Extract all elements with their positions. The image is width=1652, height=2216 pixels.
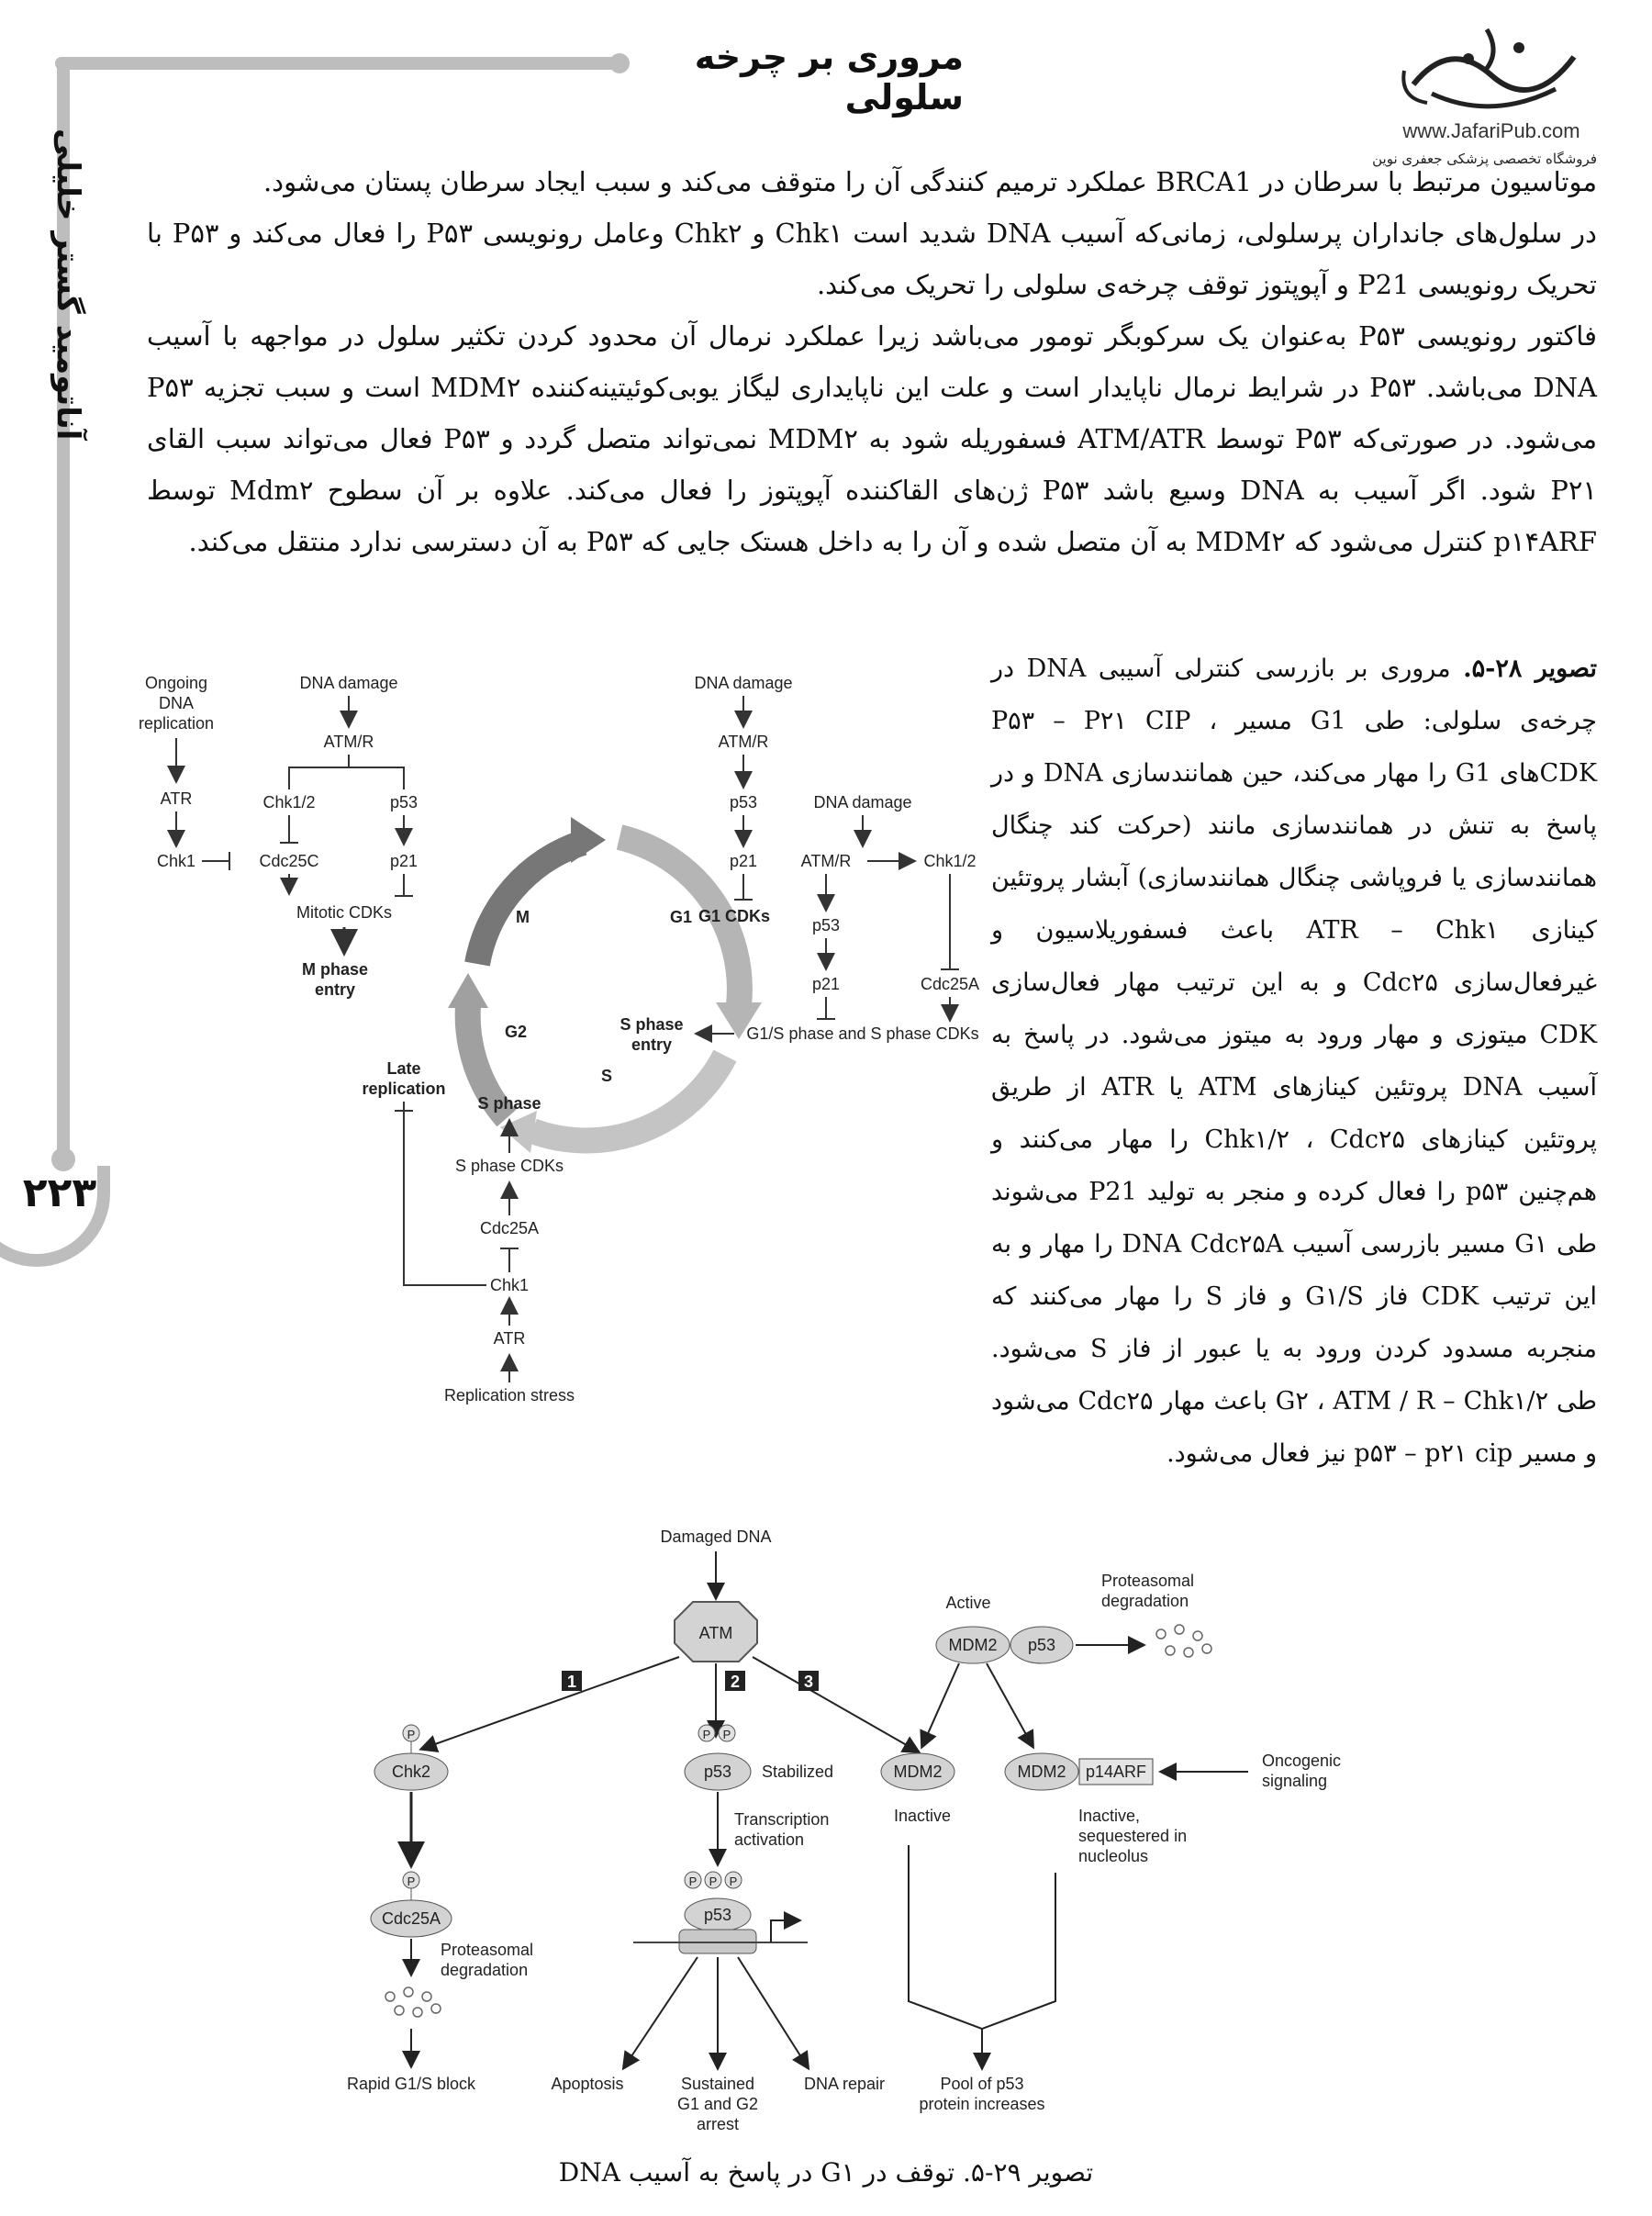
label-mdm2-seq: MDM2 (1017, 1763, 1066, 1781)
label-nucleolus: nucleolus (1078, 1847, 1149, 1865)
label-p53-active: p53 (1027, 1636, 1056, 1654)
label-s-phase-cdks: S phase CDKs (454, 1157, 564, 1175)
phospho-p53dna-b-label: P (709, 1875, 718, 1888)
phospho-p53-a-label: P (702, 1728, 711, 1741)
label-mitotic-cdks: Mitotic CDKs (296, 903, 393, 922)
figure-28-caption-text: مروری بر بازرسی کنترلی آسیبی DNA در چرخه‌ی سلولی: طی G1 مسیر P۵۳ – P۲۱ CIP ، CDKهای G1 را مهار می‌کند، حین همانندسازی DNA و در پاسخ به تنش در همانندسازی مانند (حرکت کند چنگال همانندسازی یا فروپاشی چنگال همانندسازی) آبشار پروتئین کینازی ATR – Chk۱ باعث فسفوریلاسیون و غیرفعال‌سازی Cdc۲۵ و به این ترتیب مهار فعال‌سازی CDK میتوزی و مهار ورود به میتوز می‌شود. در پاسخ به آسیب DNA پروتئین کینازهای ATM یا ATR از طریق پروتئین کینازهای Chk۱/۲ ، Cdc۲۵ را مهار می‌کنند و هم‌چنین p۵۳ را فعال کرده و منجر به تولید P21 می‌شوند طی G۱ مسیر بازرسی آسیب DNA Cdc۲۵A را مهار و به این ترتیب CDK فاز G۱/S و فاز S را مهار می‌کنند که منجربه مسدود کردن ورود به یا عبور از فاز S می‌شود. طی G۲ ، ATM / R – Chk۱/۲ باعث مهار Cdc۲۵ می‌شود و مسیر p۵۳ – p۲۱ cip نیز فعال می‌شود. (991, 655, 1598, 1468)
figure-29-caption: تصویر ۲۹-۵. توقف در G۱ در پاسخ به آسیب DNA (558, 2157, 1094, 2188)
arrow-apoptosis (624, 1957, 698, 2067)
phospho-cdc25a-label: P (407, 1875, 416, 1888)
label-signaling: signaling (1262, 1772, 1328, 1790)
figure-28-diagram (92, 643, 980, 1450)
label-cdc25a-1: Cdc25A (920, 975, 980, 993)
label-degradation-1: degradation (1101, 1592, 1189, 1610)
label-dna-damage-3: DNA damage (813, 793, 912, 811)
label-mdm2-inactive: MDM2 (893, 1763, 943, 1781)
label-s-phase-entry: S phase (620, 1015, 684, 1034)
label-sequestered: sequestered in (1078, 1827, 1188, 1845)
label-proteasomal-2: Proteasomal (441, 1941, 534, 1959)
label-p21-2: p21 (729, 852, 758, 870)
step-3-number: 3 (803, 1673, 814, 1691)
label-entry-2: entry (631, 1035, 673, 1054)
label-replication-stress: Replication stress (443, 1386, 575, 1405)
label-m-phase: M phase (301, 960, 369, 979)
label-chk12-2: Chk1/2 (923, 852, 977, 870)
label-replication: replication (138, 714, 215, 733)
label-dna: DNA (158, 694, 195, 712)
degradation-dots-2 (1156, 1625, 1211, 1657)
label-atr-1: ATR (160, 789, 193, 808)
label-chk1-1: Chk1 (156, 852, 196, 870)
step-1-number: 1 (566, 1673, 577, 1691)
label-pool: Pool of p53 (940, 2075, 1024, 2093)
publisher-logo (1377, 20, 1606, 158)
label-damaged-dna: Damaged DNA (660, 1528, 772, 1546)
label-cdc25c: Cdc25C (259, 852, 319, 870)
arrow-atm-mdm2 (753, 1657, 918, 1752)
label-g1-g2: G1 and G2 (676, 2095, 759, 2113)
chapter-title: مروری بر چرخه سلولی (694, 37, 964, 118)
label-g1s-cdks: G1/S phase and S phase CDKs (746, 1024, 979, 1043)
phospho-p53dna-c-label: P (729, 1875, 738, 1888)
branch-atm-1 (289, 755, 404, 789)
label-dna-repair: DNA repair (803, 2075, 886, 2093)
line-chk1-late (404, 1102, 486, 1285)
label-inactive: Inactive (893, 1807, 952, 1825)
label-atm-r-3: ATM/R (800, 852, 852, 870)
paragraph-1: موتاسیون مرتبط با سرطان در BRCA1 عملکرد ترمیم کنندگی آن را متوقف می‌کند و سبب ایجاد سرطان پستان می‌شود. (262, 166, 1597, 197)
arrow-active-sequestered (987, 1663, 1032, 1746)
transcription-start-arrow (771, 1920, 798, 1942)
label-s-phase: S phase (477, 1094, 541, 1113)
label-phase-m: M (516, 908, 530, 926)
body-text (147, 156, 1597, 567)
label-atm-r-1: ATM/R (323, 733, 374, 751)
label-atm-r-2: ATM/R (718, 733, 769, 751)
label-transcription: Transcription (734, 1810, 830, 1829)
label-sustained: Sustained (680, 2075, 755, 2093)
cycle-segment-m (477, 843, 583, 964)
label-p21-3: p21 (811, 975, 841, 993)
step-2-number: 2 (730, 1673, 741, 1691)
figure-29-diagram (275, 1505, 1487, 2148)
label-oncogenic: Oncogenic (1262, 1752, 1342, 1770)
phospho-p53-b-label: P (722, 1728, 731, 1741)
label-rapid-block: Rapid G1/S block (346, 2075, 476, 2093)
label-inactive-seq: Inactive, (1078, 1807, 1141, 1825)
header-frame-dot (609, 53, 630, 73)
label-degradation-2: degradation (441, 1961, 529, 1979)
label-dna-damage-1: DNA damage (299, 674, 398, 692)
label-active: Active (945, 1594, 991, 1612)
label-entry-1: entry (314, 980, 356, 999)
header-frame-line (55, 57, 624, 70)
label-phase-g1: G1 (670, 908, 693, 926)
label-ongoing: Ongoing (144, 674, 208, 692)
label-proteasomal-1: Proteasomal (1101, 1572, 1195, 1590)
side-band-title: آناتومید گستر خلیلی (50, 129, 86, 441)
phospho-p53dna-a-label: P (688, 1875, 698, 1888)
logo-url: www.JafariPub.com (1402, 119, 1580, 142)
label-late-replication: replication (362, 1080, 446, 1098)
label-apoptosis: Apoptosis (551, 2075, 624, 2093)
label-phase-s: S (601, 1067, 613, 1085)
paragraph-3: فاکتور رونویسی P۵۳ به‌عنوان یک سرکوبگر تومور می‌باشد زیرا عملکرد نرمال آن محدود کردن تکثیر سلول در مواجهه با آسیب DNA می‌باشد. P۵۳ در شرایط نرمال ناپایدار است و علت این ناپایداری لیگاز یوبی‌کوئیتینه‌کننده MDM۲ است و سبب تجزیه P۵۳ می‌شود. در صورتی‌که P۵۳ توسط ATM/ATR فسفوریله شود به MDM۲ نمی‌تواند متصل گردد و P۵۳ فعال می‌تواند سبب القای P۲۱ شود. اگر آسیب به DNA وسیع باشد P۵۳ ژن‌های القاکننده آپوپتوز را فعال می‌کند. علاوه بر آن سطوح Mdm۲ توسط p۱۴ARF کنترل می‌شود که MDM۲ به آن متصل شده و آن را به داخل هستک جایی که P۵۳ به آن دسترسی ندارد منتقل می‌کند. (147, 320, 1597, 557)
label-late: Late (386, 1059, 421, 1078)
label-dna-damage-2: DNA damage (694, 674, 793, 692)
figure-28-caption-label: تصویر ۲۸-۵. (1463, 655, 1597, 683)
cycle-arrow-m (571, 817, 606, 863)
arrow-dna-repair (738, 1957, 808, 2067)
label-atm: ATM (698, 1624, 733, 1642)
phospho-chk2-label: P (407, 1728, 416, 1741)
label-p53-2: p53 (729, 793, 758, 811)
label-p53-stab: p53 (703, 1763, 732, 1781)
label-chk12-1: Chk1/2 (262, 793, 316, 811)
label-activation: activation (734, 1830, 805, 1849)
degradation-dots-1 (385, 1987, 441, 2017)
label-p21-1: p21 (389, 852, 419, 870)
label-phase-g2: G2 (505, 1023, 528, 1041)
publisher-logo-icon (1377, 20, 1606, 117)
label-atr-2: ATR (493, 1329, 526, 1348)
label-chk1-2: Chk1 (489, 1276, 530, 1294)
cycle-segment-s (532, 1056, 725, 1140)
label-p53-dna: p53 (703, 1906, 732, 1924)
label-g1-cdks: G1 CDKs (698, 907, 771, 925)
page-number: ۲۲۳ (22, 1170, 97, 1216)
label-arrest: arrest (696, 2115, 740, 2133)
cycle-arrow-g2 (448, 973, 488, 1008)
label-stabilized: Stabilized (762, 1763, 834, 1781)
label-chk2: Chk2 (391, 1763, 431, 1781)
arrow-atm-chk2 (422, 1657, 679, 1749)
paragraph-2: در سلول‌های جانداران پرسلولی، زمانی‌که آسیب DNA شدید است Chk۱ و Chk۲ وعامل رونویسی P۵۳ را فعال می‌کند و P۵۳ با تحریک رونویسی P21 و آپوپتوز توقف چرخه‌ی سلولی را تحریک می‌کند. (147, 218, 1597, 300)
figure-28-caption (991, 643, 1597, 1480)
logo-caption: فروشگاه تخصصی پزشکی جعفری نوین (1372, 151, 1597, 167)
label-p53-3: p53 (811, 916, 841, 935)
label-mdm2-active: MDM2 (948, 1636, 998, 1654)
label-p14arf: p14ARF (1085, 1763, 1147, 1781)
label-cdc25a: Cdc25A (381, 1909, 441, 1928)
convergence-lines (909, 1845, 1055, 2029)
arrow-active-inactive (922, 1663, 959, 1746)
label-cdc25a-2: Cdc25A (479, 1219, 540, 1237)
label-p53-1: p53 (389, 793, 419, 811)
label-protein-increases: protein increases (919, 2095, 1045, 2113)
